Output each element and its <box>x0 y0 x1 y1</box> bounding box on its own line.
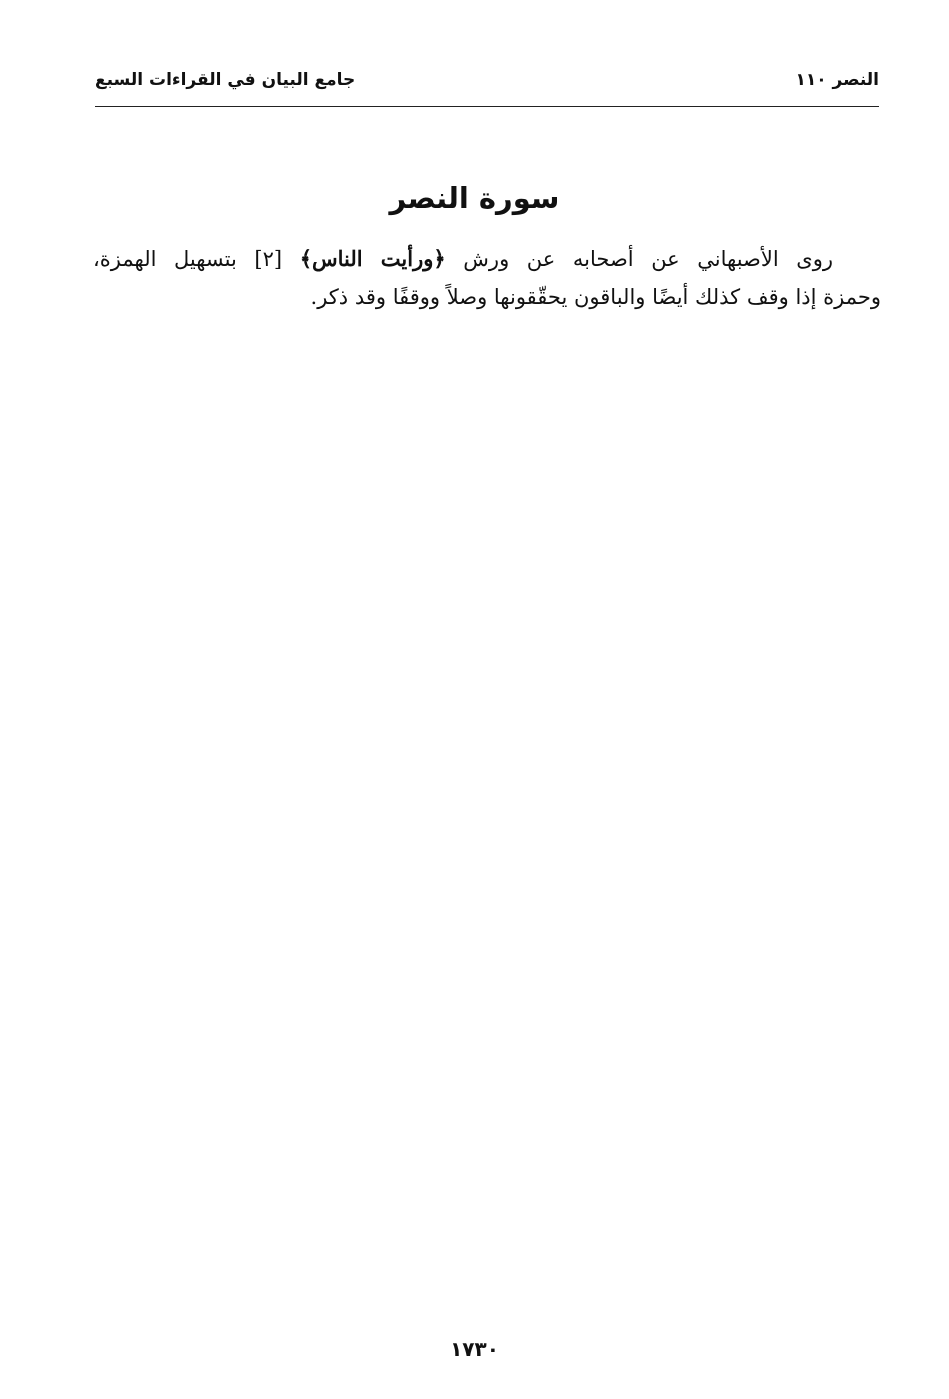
surah-title: سورة النصر <box>389 181 560 215</box>
paragraph-line-2: وحمزة إذا وقف كذلك أيضًا والباقون يحقّقونها وصلاً ووقفًا وقد ذكر. <box>310 285 881 309</box>
paragraph-line-1 <box>93 240 881 278</box>
quran-quote: ﴿ورأيت الناس﴾ <box>299 246 446 271</box>
line1-text-before: روى الأصبهاني عن أصحابه عن ورش <box>463 247 833 271</box>
page-number: ١٧٣٠ <box>450 1337 499 1361</box>
header-surah-number: النصر ١١٠ <box>795 70 879 90</box>
running-header <box>95 66 879 106</box>
line1-text-after: [٢] بتسهيل الهمزة، <box>93 247 283 271</box>
header-book-title: جامع البيان في القراءات السبع <box>95 70 356 90</box>
header-rule <box>95 106 879 107</box>
body-paragraph <box>93 240 881 316</box>
